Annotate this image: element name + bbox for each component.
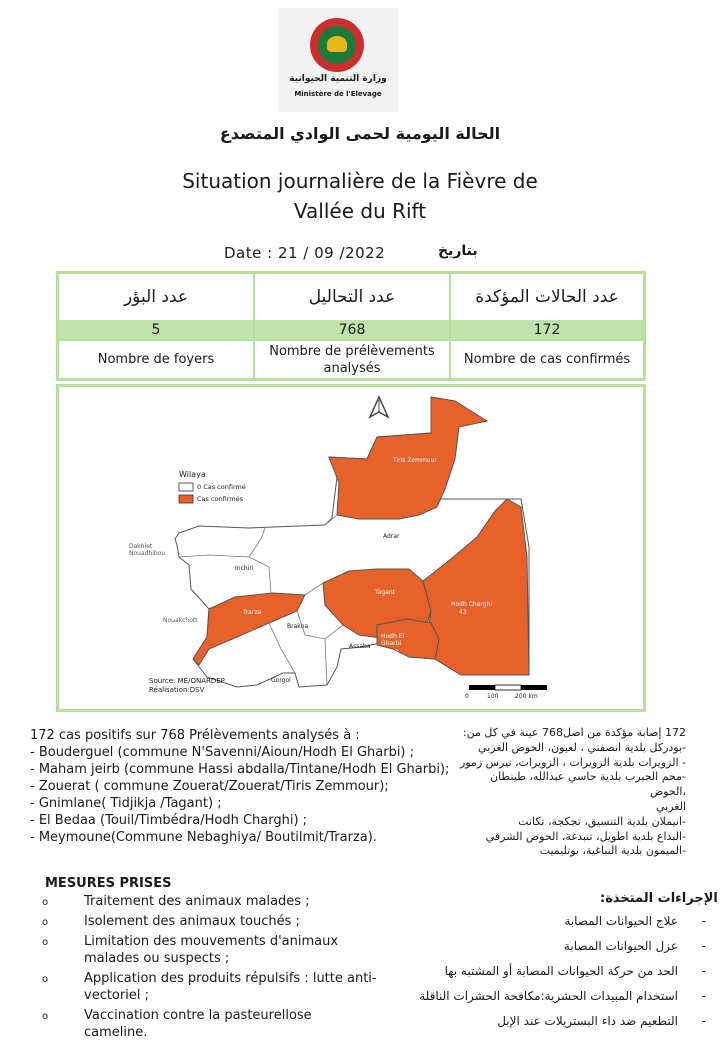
mesure-text: Application des produits répulsifs : lutte anti-vectoriel ; xyxy=(84,971,377,1003)
legend-title: Wilaya xyxy=(179,470,206,479)
map-label-hodh-gharbi: Hodh El Gharbi xyxy=(381,633,405,647)
map-label-assaba: Assaba xyxy=(349,643,371,650)
scale-label-100: 100 xyxy=(487,693,499,700)
summary-ar xyxy=(454,726,686,859)
mesure-text: Traitement des animaux malades ; xyxy=(84,894,310,909)
legend-swatch-affected xyxy=(179,495,193,503)
scale-bar xyxy=(469,685,547,690)
legend-label-unaffected: 0 Cas confirmé xyxy=(197,483,246,491)
summary-item: - Maham jeirb (commune Hassi abdalla/Tintane/Hodh El Gharbi); xyxy=(30,762,450,777)
mesure-item xyxy=(38,893,378,910)
summary-ar-line: -الميمون بلدية النباغية، بوتليميت xyxy=(539,844,686,858)
map-label-brakna: Brakna xyxy=(287,623,309,630)
summary-intro: 172 cas positifs sur 768 Prélèvements analysés à : xyxy=(30,728,360,743)
logo-text-fr: Ministère de l'Elevage xyxy=(294,90,382,98)
mesure-ar-text: استخدام المبيدات الحشرية:مكافحة الحشرات الناقلة xyxy=(419,989,678,1003)
header-foyers-ar: عدد البؤر xyxy=(123,287,189,307)
mesure-ar-text: عزل الحيوانات المصابة xyxy=(563,939,678,953)
value-cas: 172 xyxy=(533,321,561,338)
map-realisation: Réalisation:DSV xyxy=(149,686,205,694)
map-label-dakhlet: Dakhlet Nouadhibou xyxy=(129,543,166,557)
mesures-list-ar xyxy=(400,914,710,1039)
mesure-ar-item xyxy=(400,914,710,939)
map-count-hodh-gharbi: 107 xyxy=(387,649,399,656)
mesures-title-ar: الإجراءات المتخذة: xyxy=(600,891,718,906)
map-label-hodh-charghi: Hodh Charghi xyxy=(451,601,493,608)
map-label-tiris: Tiris Zemmour xyxy=(393,457,437,464)
emblem-crescent xyxy=(327,36,347,52)
mesure-ar-text: الحد من حركة الحيوانات المصابة أو المشتبه بها xyxy=(444,964,678,978)
title-fr xyxy=(0,166,720,226)
map-label-nouakchott: Nouakchott xyxy=(163,617,198,624)
mesure-text: Isolement des animaux touchés ; xyxy=(84,914,300,929)
dash-icon: - xyxy=(701,989,706,1003)
mesure-item xyxy=(38,970,378,1004)
summary-ar-line: 172 إصابة مؤكدة من اصل768 عينة في كل من: xyxy=(462,726,686,739)
map-label-adrar: Adrar xyxy=(383,533,400,540)
mesure-ar-item xyxy=(400,939,710,964)
label-foyers-fr: Nombre de foyers xyxy=(97,352,215,367)
label-cas-fr: Nombre de cas confirmés xyxy=(463,352,631,367)
title-fr-line1: Situation journalière de la Fièvre de xyxy=(182,169,538,193)
map-label-inchiri: Inchiri xyxy=(235,565,254,572)
summary-ar-line: -محم الجيرب بلدية حاسي عبدالله، طينطان ،الحوض xyxy=(490,770,686,799)
dash-icon: - xyxy=(701,964,706,978)
map-label-tagant: Tagant xyxy=(375,589,395,596)
mesure-ar-item xyxy=(400,964,710,989)
mesure-item xyxy=(38,913,378,930)
value-foyers: 5 xyxy=(151,321,161,338)
value-prelevements: 768 xyxy=(338,321,366,338)
mesure-item xyxy=(38,933,378,967)
mesure-text: Vaccination contre la pasteurellose cameline. xyxy=(84,1008,312,1040)
title-fr-line2: Vallée du Rift xyxy=(293,199,427,223)
summary-item: - El Bedaa (Touil/Timbédra/Hodh Charghi) ; xyxy=(30,813,308,828)
mesure-text: Limitation des mouvements d'animaux malades ou suspects ; xyxy=(84,934,339,966)
map-source: Source: ME/ONARDEP xyxy=(149,677,225,685)
mesures-title-fr: MESURES PRISES xyxy=(45,876,172,891)
summary-ar-line: -انيملان بلدية التنسيق، تجكجة، تكانت xyxy=(518,814,686,828)
mesure-ar-item xyxy=(400,989,710,1014)
header-prelevements-ar: عدد التحاليل xyxy=(308,287,396,307)
map-panel xyxy=(56,384,646,712)
summary-ar-line: - الزويرات بلدية الزويرات ، الزويرات، تيرس زمور xyxy=(459,755,686,769)
date-label-ar: بتاريخ xyxy=(438,243,478,259)
mesure-item xyxy=(38,1007,378,1041)
dash-icon: - xyxy=(701,1014,706,1028)
mesure-ar-text: علاج الحيوانات المصابة xyxy=(564,914,678,928)
label-prelevements-fr: Nombre de prélèvements analysés xyxy=(269,343,435,376)
logo-text-ar: وزارة التنمية الحيوانية xyxy=(289,74,387,84)
header-cas-ar: عدد الحالات المؤكدة xyxy=(475,287,619,307)
scale-label-0: 0 xyxy=(465,693,469,700)
stats-table xyxy=(56,271,646,381)
mesures-list-fr xyxy=(38,893,378,1044)
summary-item: - Zouerat ( commune Zouerat/Zouerat/Tiris Zemmour); xyxy=(30,779,389,794)
summary-ar-line: -بودركل بلدية انصفني ، لعيون، الحوض الغربي xyxy=(478,740,686,754)
map-count-hodh-charghi: 43 xyxy=(459,609,467,616)
bullet-icon: o xyxy=(42,897,49,908)
summary-ar-line: -البداع بلدية اطويل، تنبدغة، الحوض الشرقي xyxy=(485,829,686,843)
dash-icon: - xyxy=(701,914,706,928)
legend-label-affected: Cas confirmés xyxy=(197,495,244,503)
summary-fr xyxy=(30,727,450,846)
map-label-gorgol: Gorgol xyxy=(271,677,291,684)
date-text: Date : 21 / 09 /2022 xyxy=(224,244,386,262)
bullet-icon: o xyxy=(42,937,49,948)
dash-icon: - xyxy=(701,939,706,953)
summary-item: - Meymoune(Commune Nebaghiya/ Boutilmit/Trarza). xyxy=(30,830,377,845)
legend-swatch-unaffected xyxy=(179,483,193,491)
summary-item: - Bouderguel (commune N'Savenni/Aioun/Hodh El Gharbi) ; xyxy=(30,745,415,760)
map-label-trarza: Trarza xyxy=(243,609,262,616)
bullet-icon: o xyxy=(42,974,49,985)
mesure-ar-text: التطعيم ضد داء البستريلات عند الإبل xyxy=(497,1014,678,1028)
title-ar: الحالة اليومية لحمى الوادي المتصدع xyxy=(219,124,501,143)
scale-label-200: 200 km xyxy=(515,693,538,700)
summary-item: - Gnimlane( Tidjikja /Tagant) ; xyxy=(30,796,222,811)
bullet-icon: o xyxy=(42,1011,49,1022)
summary-ar-line: الغربي xyxy=(655,799,686,813)
bullet-icon: o xyxy=(42,917,49,928)
mesure-ar-item xyxy=(400,1014,710,1039)
north-arrow-icon xyxy=(370,397,388,417)
ministry-logo xyxy=(278,8,398,112)
